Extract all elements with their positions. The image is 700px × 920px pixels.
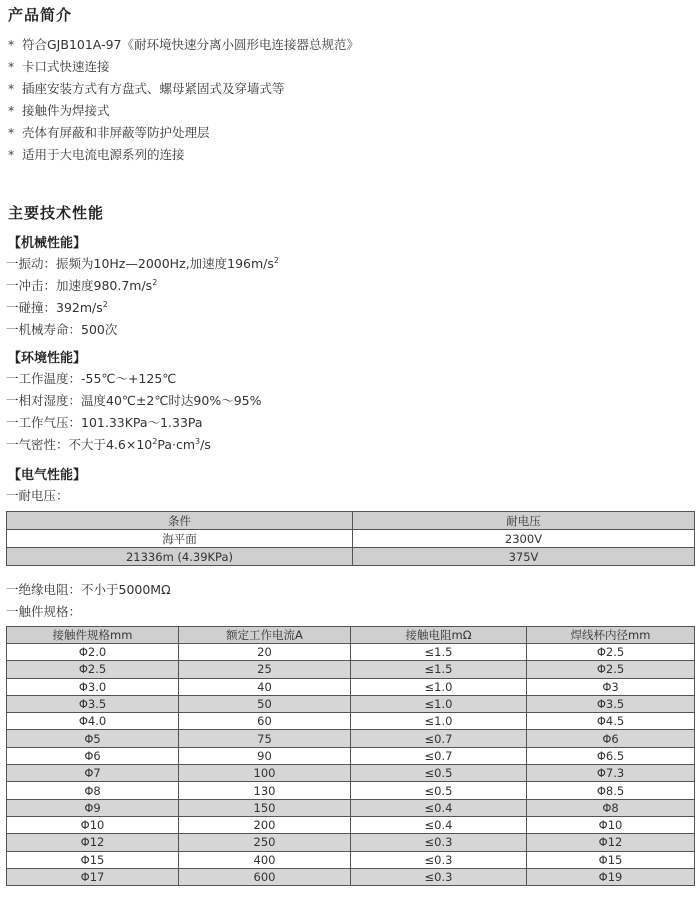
table-cell: 60 <box>179 713 351 730</box>
intro-title: 产品简介 <box>8 6 73 24</box>
table-row <box>7 678 695 695</box>
table-cell: Φ4.5 <box>527 713 695 730</box>
table-cell: Φ9 <box>7 799 179 816</box>
table-row <box>7 765 695 782</box>
table-row <box>7 695 695 712</box>
table-cell: 40 <box>179 678 351 695</box>
table-cell: Φ15 <box>527 851 695 868</box>
table-cell: Φ12 <box>7 834 179 851</box>
table-cell: Φ2.5 <box>527 661 695 678</box>
table-header-cell: 条件 <box>7 512 353 530</box>
table-row <box>7 713 695 730</box>
table-cell: ≤0.5 <box>351 782 527 799</box>
contact-table-body <box>7 644 695 886</box>
table-cell: ≤0.7 <box>351 747 527 764</box>
table-header-row <box>7 512 695 530</box>
electrical-header: 【电气性能】 <box>8 468 87 483</box>
table-cell: ≤0.4 <box>351 799 527 816</box>
table-cell: Φ8 <box>527 799 695 816</box>
bullet-item: * 接触件为焊接式 <box>8 100 359 122</box>
table-row <box>7 799 695 816</box>
bullet-item: * 插座安装方式有方盘式、螺母紧固式及穿墙式等 <box>8 78 359 100</box>
withstand-voltage-label: 一耐电压： <box>6 488 69 503</box>
table-cell: Φ6.5 <box>527 747 695 764</box>
contact-spec-table <box>6 626 695 886</box>
bullet-star-icon: * <box>8 37 15 52</box>
table-cell: Φ6 <box>527 730 695 747</box>
humidity-line: 一相对湿度：温度40℃±2℃时达90%～95% <box>6 393 262 408</box>
table-row <box>7 868 695 885</box>
pressure-line: 一工作气压：101.33KPa～1.33Pa <box>6 415 203 430</box>
table-cell: 50 <box>179 695 351 712</box>
table-cell: Φ2.5 <box>527 644 695 661</box>
table-cell: Φ3.5 <box>7 695 179 712</box>
table-header-row <box>7 627 695 644</box>
table-cell: Φ8.5 <box>527 782 695 799</box>
table-cell: 130 <box>179 782 351 799</box>
table-cell: Φ4.0 <box>7 713 179 730</box>
bullet-item: * 壳体有屏蔽和非屏蔽等防护处理层 <box>8 122 359 144</box>
table-row <box>7 644 695 661</box>
table-row <box>7 851 695 868</box>
table-cell: ≤1.0 <box>351 713 527 730</box>
mechanical-life-line: 一机械寿命：500次 <box>6 322 118 337</box>
table-cell: 20 <box>179 644 351 661</box>
table-cell: ≤0.3 <box>351 851 527 868</box>
table-cell: Φ12 <box>527 834 695 851</box>
table-cell: Φ6 <box>7 747 179 764</box>
table-cell: Φ7 <box>7 765 179 782</box>
intro-bullet-list <box>8 34 359 166</box>
table-cell: Φ7.3 <box>527 765 695 782</box>
table-cell: ≤0.3 <box>351 834 527 851</box>
table-cell: 2300V <box>353 530 695 548</box>
table-cell: 100 <box>179 765 351 782</box>
table-row <box>7 834 695 851</box>
table-cell: Φ10 <box>7 816 179 833</box>
table-cell: Φ5 <box>7 730 179 747</box>
table-header-cell: 焊线杯内径mm <box>527 627 695 644</box>
table-cell: 90 <box>179 747 351 764</box>
bullet-star-icon: * <box>8 103 15 118</box>
insulation-line: 一绝缘电阻：不小于5000MΩ <box>6 582 171 597</box>
table-cell: 250 <box>179 834 351 851</box>
bullet-star-icon: * <box>8 125 15 140</box>
table-cell: 海平面 <box>7 530 353 548</box>
table-header-cell: 额定工作电流A <box>179 627 351 644</box>
table-cell: Φ15 <box>7 851 179 868</box>
table-cell: Φ3.5 <box>527 695 695 712</box>
specs-title: 主要技术性能 <box>8 204 105 222</box>
table-cell: 21336m (4.39KPa) <box>7 548 353 566</box>
table-row <box>7 782 695 799</box>
airtight-line: 一气密性：不大于$4.6\times 10^2Pa\cdot cm^3/s$ <box>6 436 211 452</box>
table-row <box>7 816 695 833</box>
temperature-line: 一工作温度：-55℃～+125℃ <box>6 371 177 386</box>
table-cell: Φ3.0 <box>7 678 179 695</box>
table-cell: 75 <box>179 730 351 747</box>
bullet-star-icon: * <box>8 81 15 96</box>
table-header-cell: 耐电压 <box>353 512 695 530</box>
table-cell: ≤0.7 <box>351 730 527 747</box>
table-row <box>7 747 695 764</box>
table-cell: Φ8 <box>7 782 179 799</box>
table-cell: ≤1.5 <box>351 661 527 678</box>
table-cell: 150 <box>179 799 351 816</box>
table-cell: ≤1.0 <box>351 695 527 712</box>
bullet-item: * 符合GJB101A-97《耐环境快速分离小圆形电连接器总规范》 <box>8 34 359 56</box>
mechanical-header: 【机械性能】 <box>8 236 87 251</box>
contact-spec-label: 一触件规格： <box>6 604 82 619</box>
table-cell: Φ19 <box>527 868 695 885</box>
table-cell: Φ2.5 <box>7 661 179 678</box>
shock-line: 一冲击：加速度$980.7m/s^2$ <box>6 277 158 293</box>
table-cell: 400 <box>179 851 351 868</box>
table-cell: Φ2.0 <box>7 644 179 661</box>
table-cell: 200 <box>179 816 351 833</box>
bullet-star-icon: * <box>8 147 15 162</box>
table-cell: ≤1.5 <box>351 644 527 661</box>
table-row <box>7 661 695 678</box>
bullet-item: * 卡口式快速连接 <box>8 56 359 78</box>
table-cell: Φ3 <box>527 678 695 695</box>
table-row <box>7 530 695 548</box>
table-cell: ≤0.5 <box>351 765 527 782</box>
table-cell: ≤0.3 <box>351 868 527 885</box>
table-row <box>7 730 695 747</box>
table-header-cell: 接触电阻mΩ <box>351 627 527 644</box>
table-row <box>7 548 695 566</box>
table-cell: ≤1.0 <box>351 678 527 695</box>
vibration-line: 一振动：振频为10Hz—2000Hz,加速度$196m/s^2$ <box>6 255 279 271</box>
table-cell: 600 <box>179 868 351 885</box>
withstand-voltage-table <box>6 511 695 566</box>
table-cell: Φ17 <box>7 868 179 885</box>
bullet-star-icon: * <box>8 59 15 74</box>
table-cell: Φ10 <box>527 816 695 833</box>
table-cell: ≤0.4 <box>351 816 527 833</box>
table-cell: 375V <box>353 548 695 566</box>
table-cell: 25 <box>179 661 351 678</box>
bullet-item: * 适用于大电流电源系列的连接 <box>8 144 359 166</box>
bump-line: 一碰撞：$392m/s^2$ <box>6 299 108 315</box>
environmental-header: 【环境性能】 <box>8 351 87 366</box>
table-header-cell: 接触件规格mm <box>7 627 179 644</box>
